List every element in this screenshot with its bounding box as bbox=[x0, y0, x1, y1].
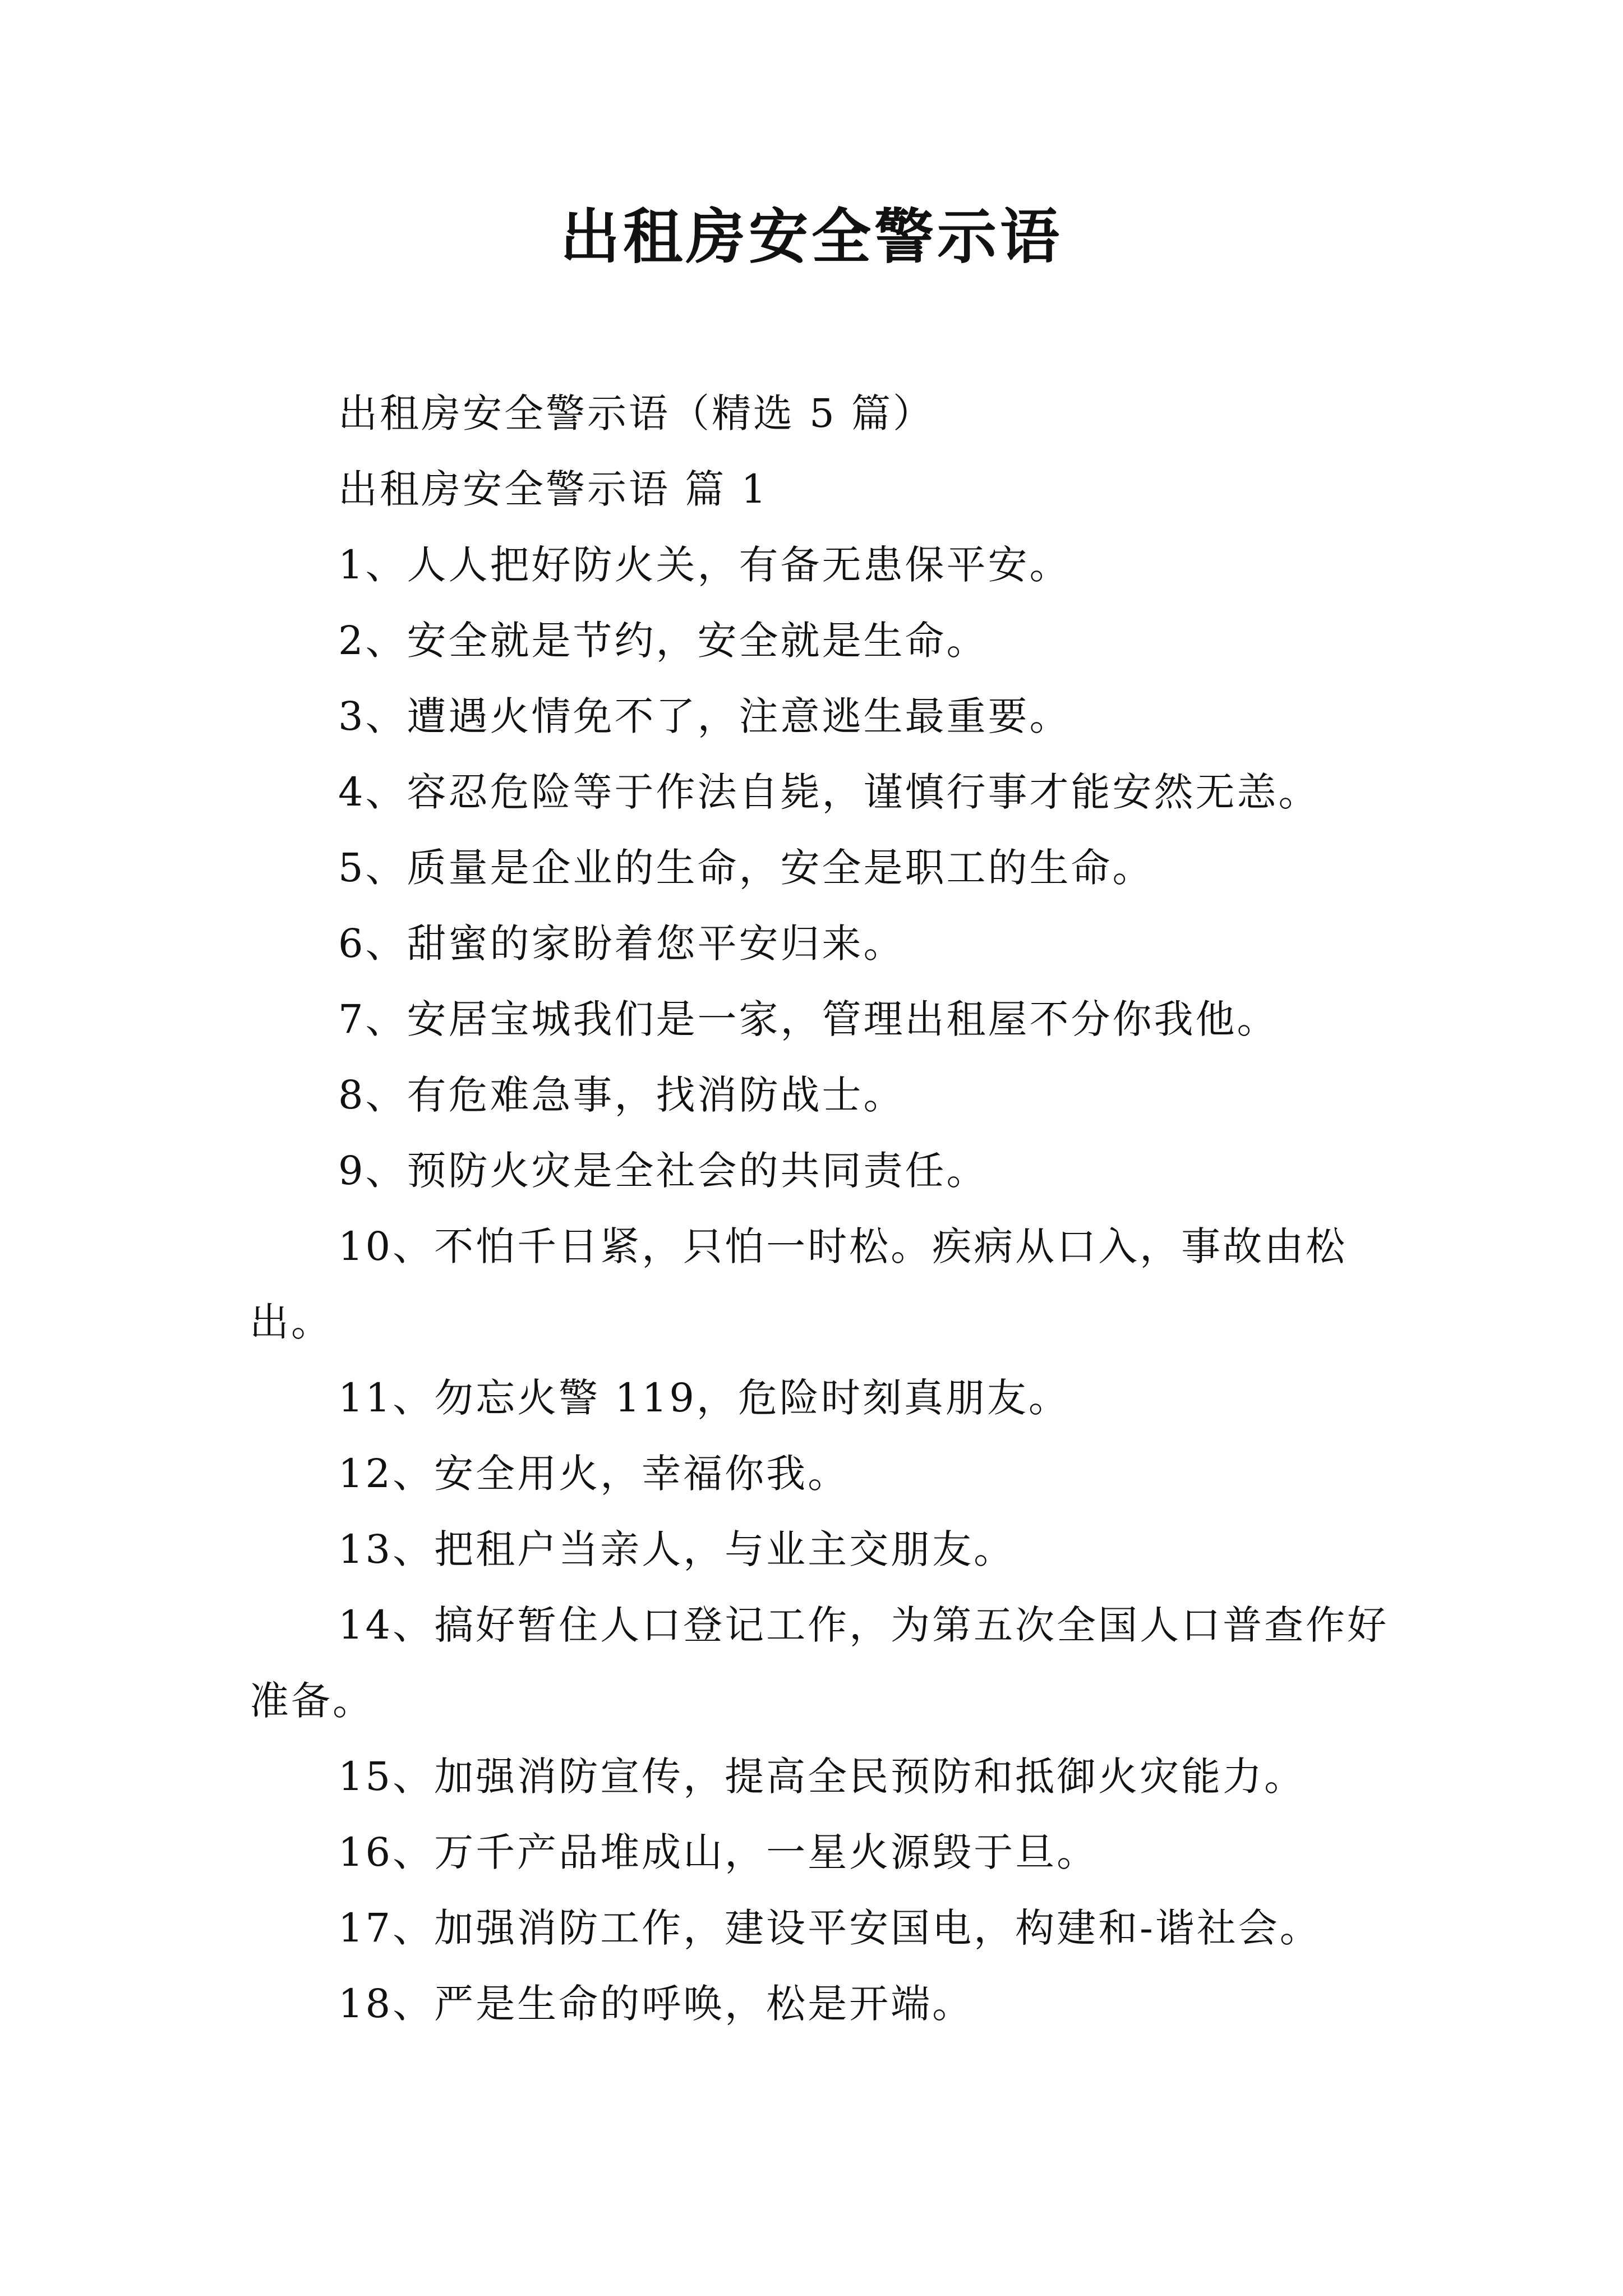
list-item: 11、勿忘火警 119，危险时刻真朋友。 bbox=[338, 1375, 1070, 1421]
list-item: 6、甜蜜的家盼着您平安归来。 bbox=[338, 921, 905, 967]
list-item: 13、把租户当亲人，与业主交朋友。 bbox=[338, 1526, 1016, 1572]
list-item: 5、质量是企业的生命，安全是职工的生命。 bbox=[338, 845, 1154, 891]
list-item: 4、容忍危险等于作法自毙，谨慎行事才能安然无恙。 bbox=[338, 769, 1320, 815]
list-item: 9、预防火灾是全社会的共同责任。 bbox=[338, 1148, 988, 1194]
list-item: 10、不怕千日紧，只怕一时松。疾病从口入，事故由松出。 bbox=[250, 1223, 1348, 1345]
list-item: 1、人人把好防火关，有备无患保平安。 bbox=[338, 542, 1071, 588]
document-title: 出租房安全警示语 bbox=[560, 201, 1063, 272]
list-item: 3、遭遇火情免不了，注意逃生最重要。 bbox=[338, 693, 1071, 739]
list-item: 18、严是生命的呼唤，松是开端。 bbox=[338, 1981, 974, 2027]
list-item: 14、搞好暂住人口登记工作，为第五次全国人口普查作好准备。 bbox=[250, 1602, 1389, 1724]
document-body bbox=[250, 376, 1399, 2042]
list-item: 2、安全就是节约，安全就是生命。 bbox=[338, 618, 988, 664]
list-item: 7、安居宝城我们是一家，管理出租屋不分你我他。 bbox=[338, 996, 1279, 1042]
list-item: 17、加强消防工作，建设平安国电，构建和-谐社会。 bbox=[338, 1905, 1321, 1951]
section-heading: 出租房安全警示语 篇 1 bbox=[338, 466, 769, 512]
document-subtitle: 出租房安全警示语（精选 5 篇） bbox=[338, 390, 935, 436]
list-item: 12、安全用火，幸福你我。 bbox=[338, 1451, 850, 1497]
list-item: 15、加强消防宣传，提高全民预防和抵御火灾能力。 bbox=[338, 1754, 1306, 1800]
list-item: 8、有危难急事，找消防战士。 bbox=[338, 1072, 905, 1118]
list-item: 16、万千产品堆成山，一星火源毁于旦。 bbox=[338, 1829, 1099, 1875]
